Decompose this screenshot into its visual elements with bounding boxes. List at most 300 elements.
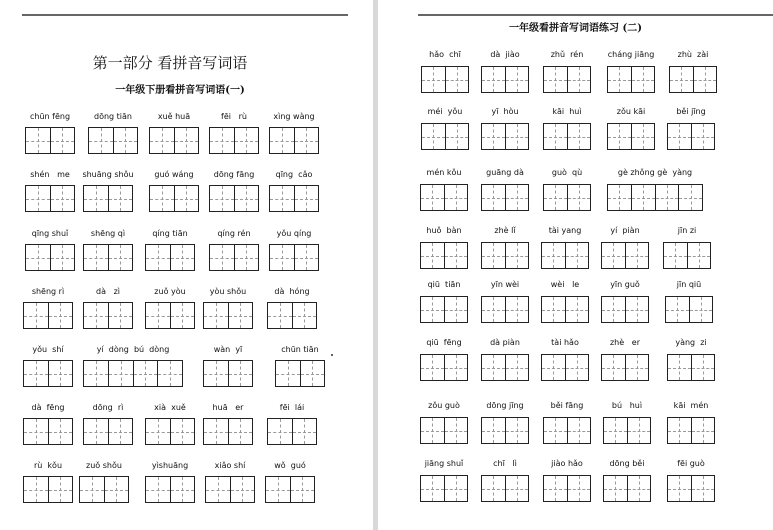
left-pinyin-label: wǒ guó	[274, 461, 306, 470]
tianzige-cell[interactable]	[608, 185, 631, 210]
tianzige-cell[interactable]	[48, 303, 73, 328]
right-pinyin-label: cháng jiāng	[607, 50, 655, 59]
left-pinyin-label: shuāng shǒu	[82, 170, 134, 179]
left-answer-box[interactable]	[269, 185, 319, 212]
tianzige-cell[interactable]	[625, 297, 649, 322]
tianzige-cell[interactable]	[687, 243, 711, 268]
right-pinyin-label: dà jiào	[490, 50, 520, 59]
right-answer-box[interactable]	[543, 184, 591, 211]
tianzige-cell[interactable]	[678, 185, 702, 210]
tianzige-cell[interactable]	[170, 419, 195, 444]
left-pinyin-label: zuǒ yòu	[154, 287, 186, 296]
tianzige-cell[interactable]	[50, 245, 75, 270]
tianzige-cell[interactable]	[693, 67, 717, 92]
tianzige-cell[interactable]	[292, 419, 317, 444]
left-answer-box[interactable]	[88, 127, 138, 154]
right-pinyin-label: dōng běi	[609, 459, 645, 468]
tianzige-cell[interactable]	[602, 297, 625, 322]
section-subtitle: 一年级下册看拼音写词语(一)	[115, 85, 245, 96]
tianzige-cell[interactable]	[84, 186, 108, 211]
left-answer-box[interactable]	[83, 185, 133, 212]
tianzige-cell[interactable]	[108, 361, 133, 386]
tianzige-cell[interactable]	[444, 243, 468, 268]
tianzige-cell[interactable]	[150, 128, 174, 153]
tianzige-cell[interactable]	[664, 243, 687, 268]
right-answer-box[interactable]	[665, 296, 713, 323]
tianzige-cell[interactable]	[444, 476, 468, 501]
right-pinyin-label: dōng jīng	[486, 401, 524, 410]
left-pinyin-label: qīng cǎo	[275, 170, 313, 179]
tianzige-cell[interactable]	[292, 303, 317, 328]
page-title: 第一部分 看拼音写词语	[92, 54, 248, 72]
left-pinyin-label: zuǒ shǒu	[86, 461, 122, 470]
tianzige-cell[interactable]	[113, 128, 138, 153]
left-pinyin-label: shēng qì	[90, 229, 126, 238]
right-answer-box[interactable]	[421, 123, 469, 150]
left-answer-box[interactable]	[145, 244, 195, 271]
left-answer-box[interactable]	[209, 127, 259, 154]
tianzige-cell[interactable]	[505, 124, 529, 149]
right-pinyin-label: fēi guò	[677, 459, 705, 468]
right-pinyin-label: huǒ bàn	[426, 226, 462, 235]
right-answer-box[interactable]	[669, 66, 717, 93]
tianzige-cell[interactable]	[50, 186, 75, 211]
tianzige-cell[interactable]	[445, 67, 469, 92]
left-answer-box[interactable]	[83, 302, 133, 329]
right-answer-box[interactable]	[420, 242, 468, 269]
right-answer-box[interactable]	[663, 242, 711, 269]
tianzige-cell[interactable]	[294, 128, 319, 153]
left-answer-box[interactable]	[23, 476, 73, 503]
left-answer-box[interactable]	[265, 476, 315, 503]
left-pinyin-label: fēi rù	[221, 112, 247, 121]
tianzige-cell[interactable]	[691, 355, 715, 380]
tianzige-cell[interactable]	[146, 245, 170, 270]
tianzige-cell[interactable]	[631, 124, 655, 149]
left-answer-box[interactable]	[209, 244, 259, 271]
tianzige-cell[interactable]	[270, 186, 294, 211]
tianzige-cell[interactable]	[170, 303, 195, 328]
right-answer-box[interactable]	[481, 184, 529, 211]
tianzige-cell[interactable]	[668, 124, 691, 149]
tianzige-cell[interactable]	[482, 124, 505, 149]
right-answer-box[interactable]	[667, 123, 715, 150]
tianzige-cell[interactable]	[80, 477, 104, 502]
left-answer-box[interactable]	[83, 244, 133, 271]
left-pinyin-label: dà fēng	[31, 403, 65, 412]
tianzige-cell[interactable]	[565, 297, 589, 322]
tianzige-cell[interactable]	[422, 124, 445, 149]
tianzige-cell[interactable]	[482, 185, 505, 210]
right-pinyin-label: dà piàn	[490, 338, 520, 347]
tianzige-cell[interactable]	[174, 186, 199, 211]
left-answer-box[interactable]	[79, 476, 129, 503]
right-pinyin-label: tài hǎo	[551, 338, 579, 347]
tianzige-cell[interactable]	[234, 128, 259, 153]
right-pinyin-label: gè zhǒng gè yàng	[617, 168, 693, 177]
tianzige-cell[interactable]	[133, 361, 158, 386]
tianzige-cell[interactable]	[567, 124, 591, 149]
tianzige-cell[interactable]	[24, 477, 48, 502]
tianzige-cell[interactable]	[604, 418, 627, 443]
tianzige-cell[interactable]	[505, 243, 529, 268]
left-answer-box[interactable]	[275, 360, 325, 387]
right-answer-box[interactable]	[603, 475, 651, 502]
right-answer-box[interactable]	[420, 475, 468, 502]
tianzige-cell[interactable]	[602, 243, 625, 268]
tianzige-cell[interactable]	[84, 303, 108, 328]
tianzige-cell[interactable]	[104, 477, 129, 502]
tianzige-cell[interactable]	[228, 303, 253, 328]
left-page	[0, 0, 373, 530]
left-pinyin-label: yǒu shí	[32, 345, 64, 354]
tianzige-cell[interactable]	[210, 245, 234, 270]
tianzige-cell[interactable]	[421, 476, 444, 501]
tianzige-cell[interactable]	[544, 418, 567, 443]
top-rule	[418, 14, 773, 16]
tianzige-cell[interactable]	[565, 243, 589, 268]
tianzige-cell[interactable]	[608, 67, 631, 92]
right-answer-box[interactable]	[481, 475, 529, 502]
tianzige-cell[interactable]	[146, 419, 170, 444]
left-answer-box[interactable]	[83, 418, 133, 445]
right-page	[378, 0, 773, 530]
left-pinyin-label: xiǎo shí	[214, 461, 246, 470]
left-answer-box[interactable]	[269, 127, 319, 154]
left-pinyin-label: xìng wàng	[273, 112, 315, 121]
top-rule	[22, 14, 348, 16]
tianzige-cell[interactable]	[421, 297, 444, 322]
tianzige-cell[interactable]	[627, 476, 651, 501]
right-answer-box[interactable]	[541, 296, 589, 323]
tianzige-cell[interactable]	[150, 186, 174, 211]
tianzige-cell[interactable]	[50, 128, 75, 153]
tianzige-cell[interactable]	[505, 185, 529, 210]
right-answer-box[interactable]	[601, 296, 649, 323]
left-pinyin-label: xuě huā	[157, 112, 191, 121]
left-answer-box[interactable]	[267, 418, 317, 445]
right-answer-box[interactable]	[481, 242, 529, 269]
right-pinyin-label: jīn zi	[677, 226, 697, 235]
tianzige-cell[interactable]	[84, 245, 108, 270]
tianzige-cell[interactable]	[567, 476, 591, 501]
tianzige-cell[interactable]	[266, 477, 290, 502]
tianzige-cell[interactable]	[608, 124, 631, 149]
tianzige-cell[interactable]	[691, 476, 715, 501]
tianzige-cell[interactable]	[542, 297, 565, 322]
left-pinyin-label: fēi lái	[279, 403, 305, 412]
tianzige-cell[interactable]	[24, 361, 48, 386]
right-answer-box[interactable]	[603, 417, 651, 444]
tianzige-cell[interactable]	[631, 67, 655, 92]
left-answer-box[interactable]	[203, 360, 253, 387]
right-answer-box[interactable]	[607, 184, 703, 211]
right-answer-box[interactable]	[667, 417, 715, 444]
right-pinyin-label: kāi mén	[673, 401, 709, 410]
right-answer-box[interactable]	[601, 354, 649, 381]
tianzige-cell[interactable]	[210, 186, 234, 211]
left-answer-box[interactable]	[23, 418, 73, 445]
tianzige-cell[interactable]	[89, 128, 113, 153]
left-answer-box[interactable]	[203, 418, 253, 445]
tianzige-cell[interactable]	[689, 297, 713, 322]
tianzige-cell[interactable]	[204, 419, 228, 444]
tianzige-cell[interactable]	[482, 243, 505, 268]
left-pinyin-label: qíng rén	[217, 229, 251, 238]
right-pinyin-label: yīn guǒ	[610, 280, 640, 289]
right-pinyin-label: jiào hǎo	[551, 459, 583, 468]
tianzige-cell[interactable]	[146, 303, 170, 328]
tianzige-cell[interactable]	[482, 297, 505, 322]
right-pinyin-label: tài yang	[548, 226, 582, 235]
tianzige-cell[interactable]	[604, 476, 627, 501]
right-answer-box[interactable]	[543, 417, 591, 444]
tianzige-cell[interactable]	[668, 476, 691, 501]
left-pinyin-label: dōng tiān	[94, 112, 132, 121]
tianzige-cell[interactable]	[204, 303, 228, 328]
right-pinyin-label: qiū tiān	[427, 280, 461, 289]
right-pinyin-label: guò qù	[551, 168, 583, 177]
tianzige-cell[interactable]	[421, 243, 444, 268]
tianzige-cell[interactable]	[268, 419, 292, 444]
tianzige-cell[interactable]	[444, 297, 468, 322]
left-pinyin-label: huā er	[212, 403, 244, 412]
tianzige-cell[interactable]	[655, 185, 679, 210]
right-answer-box[interactable]	[541, 354, 589, 381]
tianzige-cell[interactable]	[567, 67, 591, 92]
left-answer-box[interactable]	[145, 476, 195, 503]
tianzige-cell[interactable]	[505, 476, 529, 501]
tianzige-cell[interactable]	[300, 361, 325, 386]
tianzige-cell[interactable]	[24, 303, 48, 328]
tianzige-cell[interactable]	[421, 185, 444, 210]
tianzige-cell[interactable]	[26, 245, 50, 270]
right-pinyin-label: běi jīng	[676, 107, 706, 116]
tianzige-cell[interactable]	[544, 67, 567, 92]
right-pinyin-label: zhù zài	[677, 50, 709, 59]
right-pinyin-label: qiū fēng	[426, 338, 462, 347]
tianzige-cell[interactable]	[668, 355, 691, 380]
right-pinyin-label: zǒu guò	[428, 401, 460, 410]
right-answer-box[interactable]	[607, 123, 655, 150]
tianzige-cell[interactable]	[276, 361, 300, 386]
tianzige-cell[interactable]	[24, 419, 48, 444]
left-answer-box[interactable]	[205, 476, 255, 503]
tianzige-cell[interactable]	[505, 297, 529, 322]
tianzige-cell[interactable]	[544, 185, 567, 210]
left-answer-box[interactable]	[269, 244, 319, 271]
right-answer-box[interactable]	[541, 242, 589, 269]
tianzige-cell[interactable]	[268, 303, 292, 328]
stray-dot	[331, 354, 333, 356]
right-answer-box[interactable]	[601, 242, 649, 269]
tianzige-cell[interactable]	[602, 355, 625, 380]
tianzige-cell[interactable]	[505, 418, 529, 443]
left-pinyin-label: yí dòng bú dòng	[96, 345, 170, 354]
tianzige-cell[interactable]	[691, 124, 715, 149]
left-pinyin-label: qīng shuǐ	[31, 229, 69, 238]
right-pinyin-label: zhǔ rén	[550, 50, 584, 59]
tianzige-cell[interactable]	[290, 477, 315, 502]
left-answer-box[interactable]	[23, 302, 73, 329]
tianzige-cell[interactable]	[505, 355, 529, 380]
left-pinyin-label: yìshuāng	[151, 461, 189, 470]
left-pinyin-label: yòu shǒu	[209, 287, 247, 296]
tianzige-cell[interactable]	[108, 303, 133, 328]
tianzige-cell[interactable]	[567, 418, 591, 443]
tianzige-cell[interactable]	[206, 477, 230, 502]
tianzige-cell[interactable]	[294, 245, 319, 270]
tianzige-cell[interactable]	[542, 355, 565, 380]
tianzige-cell[interactable]	[444, 355, 468, 380]
tianzige-cell[interactable]	[666, 297, 689, 322]
left-pinyin-label: rù kǒu	[33, 461, 63, 470]
tianzige-cell[interactable]	[625, 355, 649, 380]
right-pinyin-label: zhè er	[609, 338, 641, 347]
tianzige-cell[interactable]	[668, 418, 691, 443]
right-answer-box[interactable]	[420, 184, 468, 211]
right-pinyin-label: yīn wèi	[490, 280, 520, 289]
tianzige-cell[interactable]	[170, 245, 195, 270]
tianzige-cell[interactable]	[234, 186, 259, 211]
right-answer-box[interactable]	[607, 66, 655, 93]
right-pinyin-label: zhè lǐ	[494, 226, 516, 235]
tianzige-cell[interactable]	[26, 186, 50, 211]
tianzige-cell[interactable]	[422, 67, 445, 92]
right-pinyin-label: guāng dà	[486, 168, 524, 177]
tianzige-cell[interactable]	[691, 418, 715, 443]
right-answer-box[interactable]	[667, 475, 715, 502]
right-answer-box[interactable]	[481, 354, 529, 381]
tianzige-cell[interactable]	[482, 355, 505, 380]
tianzige-cell[interactable]	[270, 128, 294, 153]
right-answer-box[interactable]	[481, 417, 529, 444]
tianzige-cell[interactable]	[625, 243, 649, 268]
tianzige-cell[interactable]	[627, 418, 651, 443]
right-pinyin-label: chī lì	[493, 459, 517, 468]
left-answer-box[interactable]	[145, 302, 195, 329]
tianzige-cell[interactable]	[26, 128, 50, 153]
right-answer-box[interactable]	[543, 475, 591, 502]
right-pinyin-label: kāi huì	[552, 107, 582, 116]
left-answer-box[interactable]	[23, 360, 73, 387]
right-answer-box[interactable]	[420, 296, 468, 323]
right-pinyin-label: yī hòu	[491, 107, 519, 116]
tianzige-cell[interactable]	[234, 245, 259, 270]
left-pinyin-label: dà zì	[95, 287, 121, 296]
tianzige-cell[interactable]	[294, 186, 319, 211]
right-answer-box[interactable]	[667, 354, 715, 381]
right-answer-box[interactable]	[481, 296, 529, 323]
right-answer-box[interactable]	[421, 66, 469, 93]
left-answer-box[interactable]	[149, 127, 199, 154]
tianzige-cell[interactable]	[444, 185, 468, 210]
left-pinyin-label: xià xuě	[154, 403, 186, 412]
left-answer-box[interactable]	[267, 302, 317, 329]
tianzige-cell[interactable]	[48, 361, 73, 386]
right-answer-box[interactable]	[420, 417, 468, 444]
left-pinyin-label: qíng tiān	[152, 229, 188, 238]
tianzige-cell[interactable]	[270, 245, 294, 270]
tianzige-cell[interactable]	[567, 185, 591, 210]
left-pinyin-label: shēng rì	[31, 287, 65, 296]
tianzige-cell[interactable]	[670, 67, 693, 92]
tianzige-cell[interactable]	[544, 476, 567, 501]
tianzige-cell[interactable]	[146, 477, 170, 502]
tianzige-cell[interactable]	[505, 67, 529, 92]
left-answer-box[interactable]	[83, 360, 183, 387]
left-answer-box[interactable]	[149, 185, 199, 212]
left-pinyin-label: dōng rì	[92, 403, 124, 412]
left-pinyin-label: shén me	[30, 170, 70, 179]
tianzige-cell[interactable]	[157, 361, 182, 386]
tianzige-cell[interactable]	[230, 477, 255, 502]
right-answer-box[interactable]	[481, 66, 529, 93]
tianzige-cell[interactable]	[444, 418, 468, 443]
left-answer-box[interactable]	[203, 302, 253, 329]
tianzige-cell[interactable]	[84, 419, 108, 444]
tianzige-cell[interactable]	[174, 128, 199, 153]
left-pinyin-label: chūn fēng	[29, 112, 71, 121]
tianzige-cell[interactable]	[48, 477, 73, 502]
right-pinyin-label: yí piàn	[610, 226, 640, 235]
right-pinyin-label: běi fāng	[550, 401, 584, 410]
left-pinyin-label: dōng fāng	[213, 170, 255, 179]
right-answer-box[interactable]	[543, 123, 591, 150]
tianzige-cell[interactable]	[542, 243, 565, 268]
page-title: 一年级看拼音写词语练习 (二)	[509, 23, 642, 34]
left-answer-box[interactable]	[209, 185, 259, 212]
tianzige-cell[interactable]	[108, 186, 133, 211]
tianzige-cell[interactable]	[482, 418, 505, 443]
right-pinyin-label: mén kǒu	[426, 168, 462, 177]
tianzige-cell[interactable]	[108, 245, 133, 270]
tianzige-cell[interactable]	[108, 419, 133, 444]
tianzige-cell[interactable]	[445, 124, 469, 149]
tianzige-cell[interactable]	[421, 355, 444, 380]
left-pinyin-label: chūn tiān	[281, 345, 319, 354]
left-answer-box[interactable]	[25, 127, 75, 154]
tianzige-cell[interactable]	[421, 418, 444, 443]
tianzige-cell[interactable]	[544, 124, 567, 149]
tianzige-cell[interactable]	[210, 128, 234, 153]
right-pinyin-label: hǎo chī	[429, 50, 461, 59]
right-answer-box[interactable]	[481, 123, 529, 150]
left-answer-box[interactable]	[25, 185, 75, 212]
right-answer-box[interactable]	[420, 354, 468, 381]
right-pinyin-label: jiāng shuǐ	[424, 459, 464, 468]
right-pinyin-label: bú huì	[611, 401, 643, 410]
tianzige-cell[interactable]	[84, 361, 108, 386]
tianzige-cell[interactable]	[228, 361, 253, 386]
left-pinyin-label: yǒu qíng	[276, 229, 312, 238]
left-pinyin-label: guó wáng	[154, 170, 194, 179]
tianzige-cell[interactable]	[204, 361, 228, 386]
right-pinyin-label: zǒu kāi	[616, 107, 646, 116]
left-answer-box[interactable]	[25, 244, 75, 271]
tianzige-cell[interactable]	[631, 185, 655, 210]
tianzige-cell[interactable]	[565, 355, 589, 380]
right-pinyin-label: yàng zi	[675, 338, 707, 347]
tianzige-cell[interactable]	[170, 477, 195, 502]
tianzige-cell[interactable]	[48, 419, 73, 444]
tianzige-cell[interactable]	[482, 67, 505, 92]
tianzige-cell[interactable]	[228, 419, 253, 444]
right-answer-box[interactable]	[543, 66, 591, 93]
left-answer-box[interactable]	[145, 418, 195, 445]
right-pinyin-label: méi yǒu	[427, 107, 463, 116]
tianzige-cell[interactable]	[482, 476, 505, 501]
